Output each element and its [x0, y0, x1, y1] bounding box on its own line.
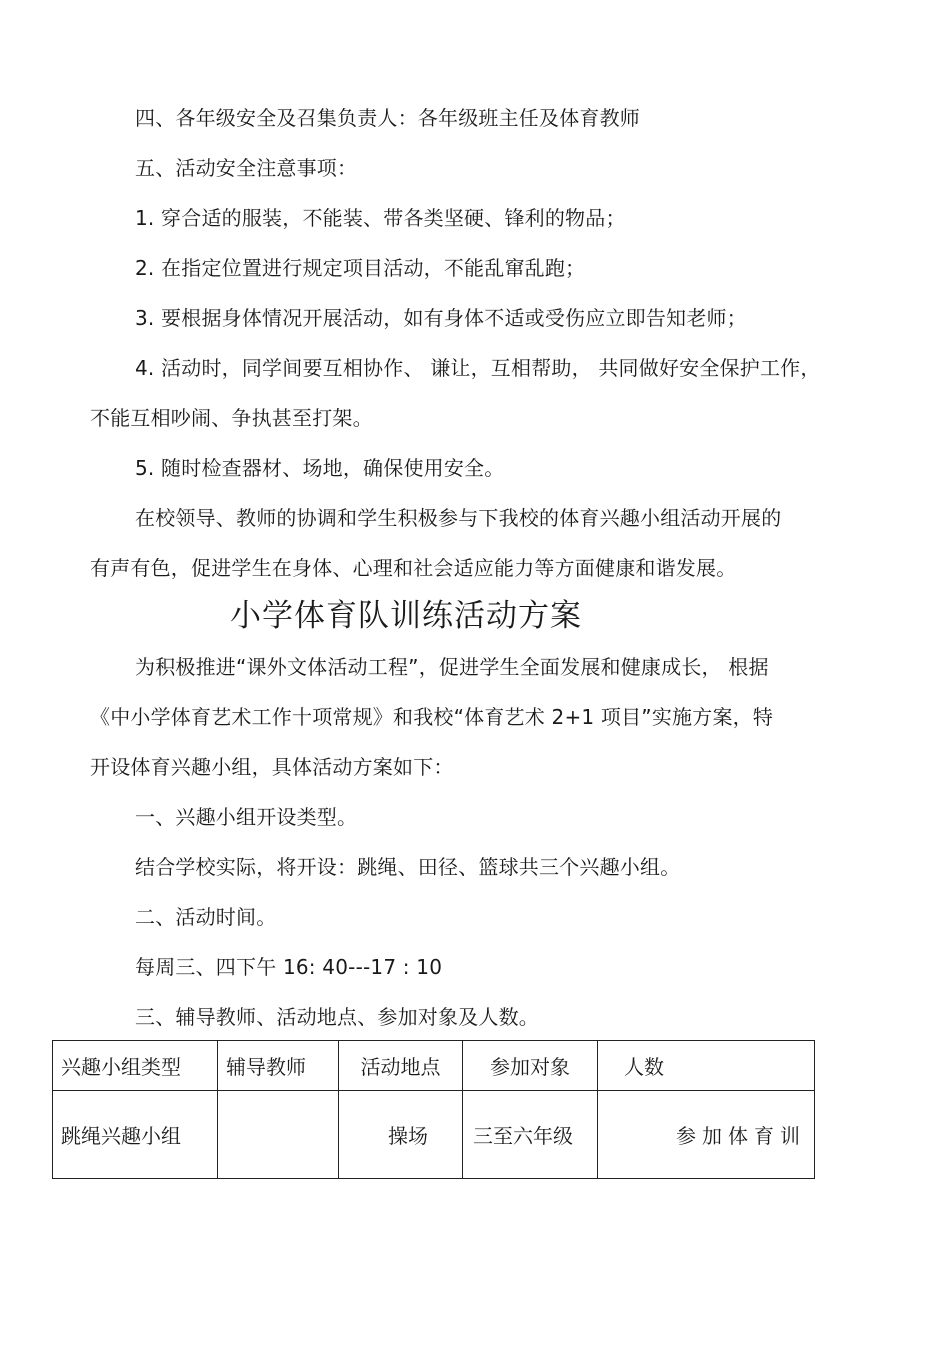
closing-paragraph-line-2: 有声有色，促进学生在身体、心理和社会适应能力等方面健康和谐发展。	[90, 556, 737, 580]
table-cell	[218, 1091, 339, 1179]
table-cell: 操场	[339, 1091, 463, 1179]
intro-line-2: 《中小学体育艺术工作十项常规》和我校“体育艺术 2+1 项目”实施方案，特	[90, 705, 774, 729]
plan-title: 小学体育队训练活动方案	[230, 598, 582, 634]
table-header-cell: 辅导教师	[218, 1041, 339, 1091]
table-header-row	[53, 1041, 815, 1091]
table-cell: 三至六年级	[463, 1091, 598, 1179]
interest-group-table	[52, 1040, 815, 1179]
section-two-text: 每周三、四下午 16: 40---17 : 10	[135, 955, 443, 979]
safety-rule-2: 2. 在指定位置进行规定项目活动，不能乱窜乱跑；	[135, 256, 586, 280]
table-row	[53, 1091, 815, 1179]
table-cell: 参加体育训	[598, 1091, 815, 1179]
table-header-cell: 活动地点	[339, 1041, 463, 1091]
safety-rule-3: 3. 要根据身体情况开展活动，如有身体不适或受伤应立即告知老师；	[135, 306, 747, 330]
safety-rule-5: 5. 随时检查器材、场地，确保使用安全。	[135, 456, 505, 480]
table-header-cell: 人数	[598, 1041, 815, 1091]
closing-paragraph-line-1: 在校领导、教师的协调和学生积极参与下我校的体育兴趣小组活动开展的	[135, 506, 782, 530]
intro-line-1: 为积极推进“课外文体活动工程”，促进学生全面发展和健康成长， 根据	[135, 655, 769, 679]
section-one-text: 结合学校实际，将开设：跳绳、田径、篮球共三个兴趣小组。	[135, 855, 681, 879]
safety-rule-4-continued: 不能互相吵闹、争执甚至打架。	[90, 406, 373, 430]
section-three-heading: 三、辅导教师、活动地点、参加对象及人数。	[135, 1005, 539, 1029]
table-header-cell: 兴趣小组类型	[53, 1041, 218, 1091]
section-one-heading: 一、兴趣小组开设类型。	[135, 805, 358, 829]
safety-rule-1: 1. 穿合适的服装，不能装、带各类坚硬、锋利的物品；	[135, 206, 626, 230]
intro-line-3: 开设体育兴趣小组，具体活动方案如下：	[90, 755, 454, 779]
section-two-heading: 二、活动时间。	[135, 905, 277, 929]
table-header-cell: 参加对象	[463, 1041, 598, 1091]
safety-rule-4: 4. 活动时，同学间要互相协作、 谦让，互相帮助， 共同做好安全保护工作，	[135, 356, 821, 380]
table-cell: 跳绳兴趣小组	[53, 1091, 218, 1179]
section-four-heading: 四、各年级安全及召集负责人：各年级班主任及体育教师	[135, 106, 640, 130]
section-five-heading: 五、活动安全注意事项：	[135, 156, 358, 180]
